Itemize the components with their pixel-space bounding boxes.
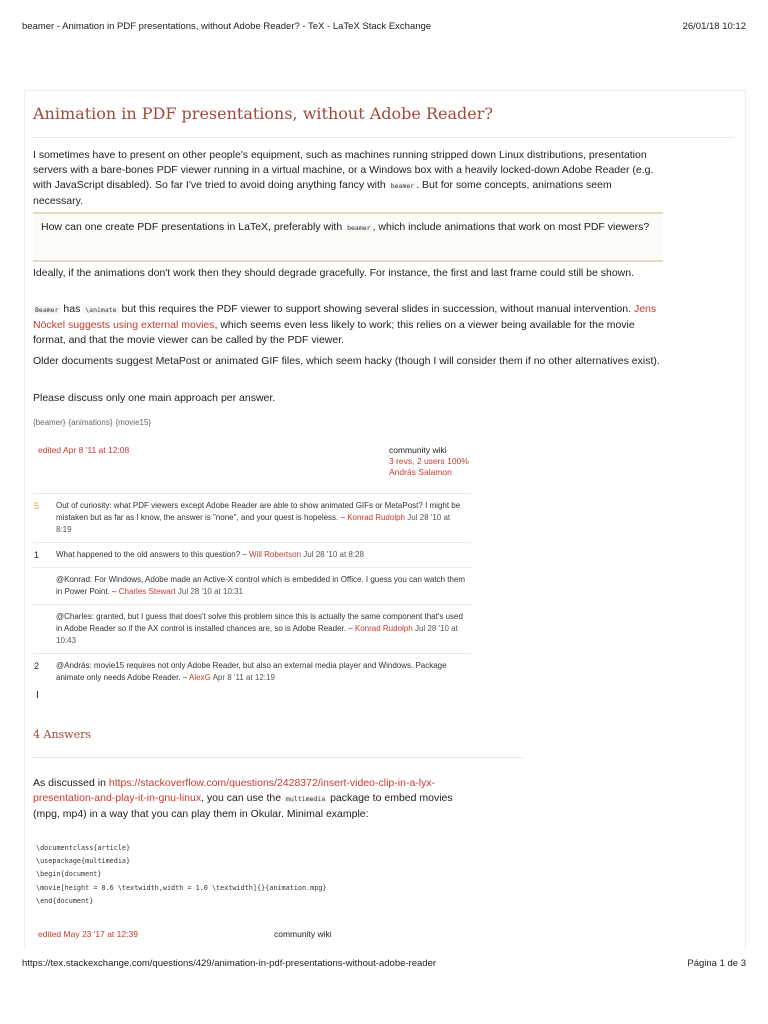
code-line: \movie[height = 0.6 \textwidth,width = 1.0 \textwidth]{}{animation.mpg} (36, 883, 327, 892)
tag-list (33, 418, 154, 427)
blockquote (33, 212, 663, 262)
comment-date[interactable]: Jul 28 '10 at 8:19 (56, 513, 451, 534)
comment-score: 5 (34, 501, 40, 511)
question-paragraph-4: Older documents suggest MetaPost or animated GIF files, which seem hacky (though I will consider them if no other alternatives exist). (33, 355, 660, 367)
comment-user-link[interactable]: AlexG (189, 673, 211, 682)
header-datetime: 26/01/18 10:12 (682, 21, 746, 32)
answer-text: As discussed in https://stackoverflow.com/questions/2428372/insert-video-clip-in-a-lyx-presentation-and-play-it-in-gnu-linux, you can use the multimedia package to embed movies (mpg, mp4) in a way that you can play them in Okular. Minimal example: (33, 777, 453, 820)
author-link[interactable]: András Salamon (389, 467, 452, 477)
comment-user-link[interactable]: Will Robertson (249, 550, 302, 559)
comment-date[interactable]: Jul 28 '10 at 10:31 (177, 587, 244, 596)
inline-code: beamer (390, 182, 415, 190)
footer-url: https://tex.stackexchange.com/questions/429/animation-in-pdf-presentations-without-adobe-reader (22, 958, 437, 969)
comment (33, 653, 471, 690)
question-edited-link[interactable]: edited Apr 8 '11 at 12:08 (38, 445, 130, 455)
inline-code: multimedia (286, 795, 326, 803)
inline-code: \animate (85, 306, 117, 314)
footer-page-number: Página 1 de 3 (687, 958, 746, 969)
comment-user-link[interactable]: Charles Stewart (118, 587, 176, 596)
inline-code: Beamer (35, 306, 59, 314)
comment-text: Out of curiosity: what PDF viewers except Adobe Reader are able to show animated GIFs or MetaPost? I might be mistaken but as far as I know, the answer is "none", and your quest is hopeless. – (56, 501, 461, 522)
code-line: \usepackage{multimedia} (36, 857, 131, 866)
answers-divider (33, 757, 523, 758)
comment-user-link[interactable]: Konrad Rudolph (347, 513, 406, 522)
comment-list (33, 493, 471, 690)
comment-user-link[interactable]: Konrad Rudolph (354, 624, 413, 633)
question-paragraph-2: Ideally, if the animations don't work then they should degrade gracefully. For instance, the first and last frame could still be shown. (33, 267, 635, 279)
comment-date[interactable]: Jul 28 '10 at 10:43 (56, 624, 458, 645)
comment (33, 604, 471, 653)
answer-edited-link[interactable]: edited May 23 '17 at 12:39 (38, 929, 138, 939)
tag-animations[interactable]: {animations} (68, 418, 113, 427)
comment-text: @Charles: granted, but I guess that does't solve this problem since this is actually the same component that's used in Adobe Reader so if the AX control is installed chances are, so is Adobe Reader. – (56, 612, 463, 633)
comment-text: @András: movie15 requires not only Adobe Reader, but also an external media player and Windows. Package animate only needs Adobe Reader. – (56, 661, 447, 682)
code-line: \begin{document} (36, 870, 102, 879)
comment-date[interactable]: Jul 28 '10 at 8:28 (303, 550, 364, 559)
question-paragraph-3: Beamer has \animate but this requires the PDF viewer to support showing several slides in succession, without manual intervention. Jens Nöckel suggests using external movies, which seems even less likely to work; this relies on a viewer being available for the movie format, and that the movie viewer can be called by the PDF viewer. (33, 303, 657, 346)
code-line: \end{document} (36, 896, 94, 905)
tag-beamer[interactable]: {beamer} (33, 418, 66, 427)
question-title[interactable]: Animation in PDF presentations, without Adobe Reader? (33, 104, 493, 123)
stackoverflow-link[interactable]: https://stackoverflow.com/questions/2428372/insert-video-clip-in-a-lyx-presentation-and-play-it-in-gnu-linux (33, 777, 436, 804)
comment-score: 1 (34, 550, 40, 560)
inline-code: beamer (347, 224, 371, 232)
text-cursor-mark: I (36, 690, 39, 701)
question-paragraph-1: I sometimes have to present on other people's equipment, such as machines running stripped down Linux distributions, presentation servers with a bare-bones PDF viewer running in a virtual machine, or a Windows box with a heavily locked-down Adobe Reader (e.g. with JavaScript disabled). So far I've tried to avoid doing anything fancy with beamer . But for some concepts, animations seem necessary. (33, 149, 654, 207)
jens-nockel-link[interactable]: Jens Nöckel suggests using external movies (33, 303, 657, 331)
title-divider (33, 137, 733, 138)
comment (33, 493, 471, 542)
comment (33, 542, 471, 567)
header-page-title: beamer - Animation in PDF presentations, without Adobe Reader? - TeX - LaTeX Stack Exchange (22, 21, 432, 32)
revisions-link[interactable]: 3 revs, 2 users 100% (389, 456, 469, 466)
answers-heading: 4 Answers (33, 728, 91, 741)
comment (33, 567, 471, 604)
question-paragraph-5: Please discuss only one main approach per answer. (33, 392, 276, 404)
question-signature (389, 445, 469, 478)
tag-movie15[interactable]: {movie15} (115, 418, 152, 427)
comment-text: @Konrad: For Windows, Adobe made an Active-X control which is embedded in Office. I guess you can watch them in Power Point. – (56, 575, 466, 596)
code-line: \documentclass{article} (36, 844, 131, 852)
community-wiki-label: community wiki (389, 445, 447, 455)
comment-date[interactable]: Apr 8 '11 at 12:19 (212, 673, 275, 682)
comment-text: What happened to the old answers to this question? – (56, 550, 247, 559)
blockquote-text: How can one create PDF presentations in LaTeX, preferably with beamer , which include animations that work on most PDF viewers? (41, 221, 650, 233)
code-block (36, 842, 327, 908)
comment-score: 2 (34, 661, 40, 671)
answer-community-wiki-label: community wiki (274, 929, 332, 939)
